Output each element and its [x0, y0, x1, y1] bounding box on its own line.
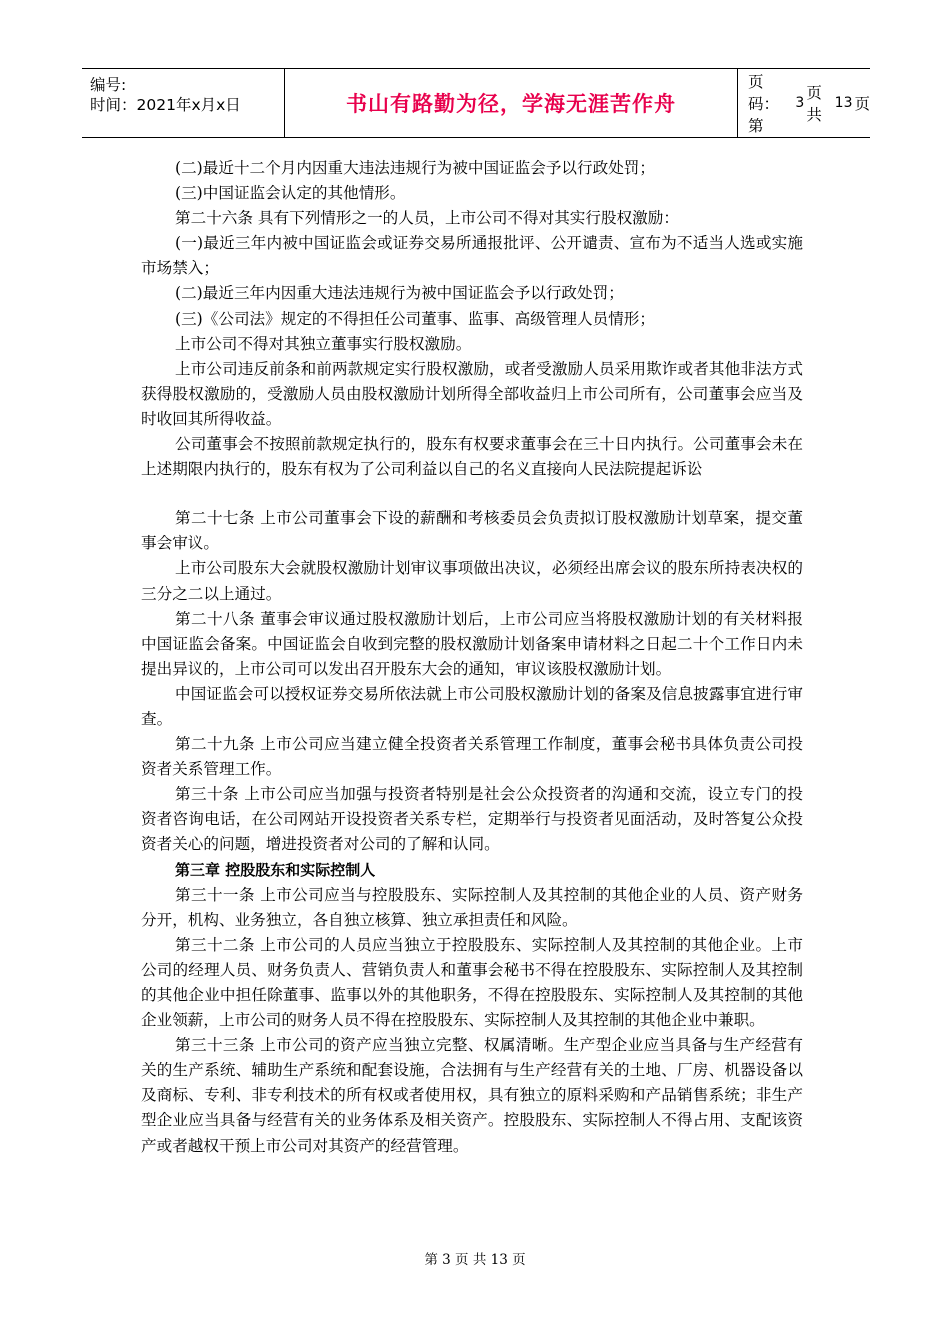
- article-27: 第二十七条 上市公司董事会下设的薪酬和考核委员会负责拟订股权激励计划草案，提交董事会审议。: [141, 509, 803, 553]
- paragraph: (三)《公司法》规定的不得担任公司董事、监事、高级管理人员情形；: [175, 309, 655, 328]
- document-header: [82, 68, 870, 138]
- article-32: 第三十二条 上市公司的人员应当独立于控股股东、实际控制人及其控制的其他企业。上市公司的经理人员、财务负责人、营销负责人和董事会秘书不得在控股股东、实际控制人及其控制的其他企业中担任除董事、监事以外的其他职务，不得在控股股东、实际控制人及其控制的其他企业领薪，上市公司的财务人员不得在控股股东、实际控制人及其控制的其他企业中兼职。: [141, 935, 803, 1030]
- code-label: 编号:: [90, 76, 127, 94]
- article-29: 第二十九条 上市公司应当建立健全投资者关系管理工作制度，董事会秘书具体负责公司投资者关系管理工作。: [141, 735, 803, 779]
- article-30: 第三十条 上市公司应当加强与投资者特别是社会公众投资者的沟通和交流，设立专门的投资者咨询电话，在公司网站开设投资者关系专栏，定期举行与投资者见面活动，及时答复公众投资者关心的问题，增进投资者对公司的了解和认同。: [141, 785, 803, 854]
- blank-line: [141, 482, 803, 506]
- paragraph: (二)最近三年内因重大违法违规行为被中国证监会予以行政处罚；: [175, 284, 624, 303]
- header-meta: [82, 69, 284, 137]
- paragraph: 上市公司违反前条和前两款规定实行股权激励，或者受激励人员采用欺诈或者其他非法方式获得股权激励的，受激励人员由股权激励计划所得全部收益归上市公司所有，公司董事会应当及时收回其所得收益。: [141, 359, 803, 428]
- article-28: 第二十八条 董事会审议通过股权激励计划后，上市公司应当将股权激励计划的有关材料报中国证监会备案。中国证监会自收到完整的股权激励计划备案申请材料之日起二十个工作日内未提出异议的，上市公司可以发出召开股东大会的通知，审议该股权激励计划。: [141, 609, 803, 678]
- document-body: [141, 156, 803, 1159]
- paragraph: 公司董事会不按照前款规定执行的，股东有权要求董事会在三十日内执行。公司董事会未在上述期限内执行的，股东有权为了公司利益以自己的名义直接向人民法院提起诉讼: [141, 435, 803, 479]
- paragraph: 中国证监会可以授权证券交易所依法就上市公司股权激励计划的备案及信息披露事宜进行审查。: [141, 684, 803, 728]
- paragraph: (一)最近三年内被中国证监会或证券交易所通报批评、公开谴责、宣布为不适当人选或实施市场禁入；: [141, 234, 803, 278]
- page-current: 3: [795, 95, 805, 111]
- header-motto: 书山有路勤为径，学海无涯苦作舟: [346, 92, 676, 116]
- page-middle: 页 共: [806, 84, 822, 124]
- paragraph: (三)中国证监会认定的其他情形。: [175, 184, 406, 203]
- paragraph: (二)最近十二个月内因重大违法违规行为被中国证监会予以行政处罚；: [175, 159, 655, 177]
- page-prefix: 页码：第: [748, 73, 780, 135]
- article-26: 第二十六条 具有下列情形之一的人员，上市公司不得对其实行股权激励：: [175, 209, 679, 228]
- paragraph: 上市公司股东大会就股权激励计划审议事项做出决议，必须经出席会议的股东所持表决权的三分之二以上通过。: [141, 559, 803, 603]
- time-label: 时间：2021年x月x日: [90, 96, 241, 114]
- page-footer: 第 3 页 共 13 页: [424, 1252, 526, 1268]
- header-motto-cell: [284, 69, 738, 137]
- page-suffix: 页: [854, 95, 870, 113]
- article-31: 第三十一条 上市公司应当与控股股东、实际控制人及其控制的其他企业的人员、资产财务分开，机构、业务独立，各自独立核算、独立承担责任和风险。: [141, 885, 803, 929]
- page-total: 13: [834, 95, 853, 111]
- article-33: 第三十三条 上市公司的资产应当独立完整、权属清晰。生产型企业应当具备与生产经营有关的生产系统、辅助生产系统和配套设施，合法拥有与生产经营有关的土地、厂房、机器设备以及商标、专利、非专利技术的所有权或者使用权，具有独立的原料采购和产品销售系统；非生产型企业应当具备与经营有关的业务体系及相关资产。控股股东、实际控制人不得占用、支配该资产或者越权干预上市公司对其资产的经营管理。: [141, 1036, 803, 1155]
- chapter-heading: 第三章 控股股东和实际控制人: [175, 860, 376, 879]
- paragraph: 上市公司不得对其独立董事实行股权激励。: [175, 334, 472, 353]
- header-page-info: [738, 69, 870, 137]
